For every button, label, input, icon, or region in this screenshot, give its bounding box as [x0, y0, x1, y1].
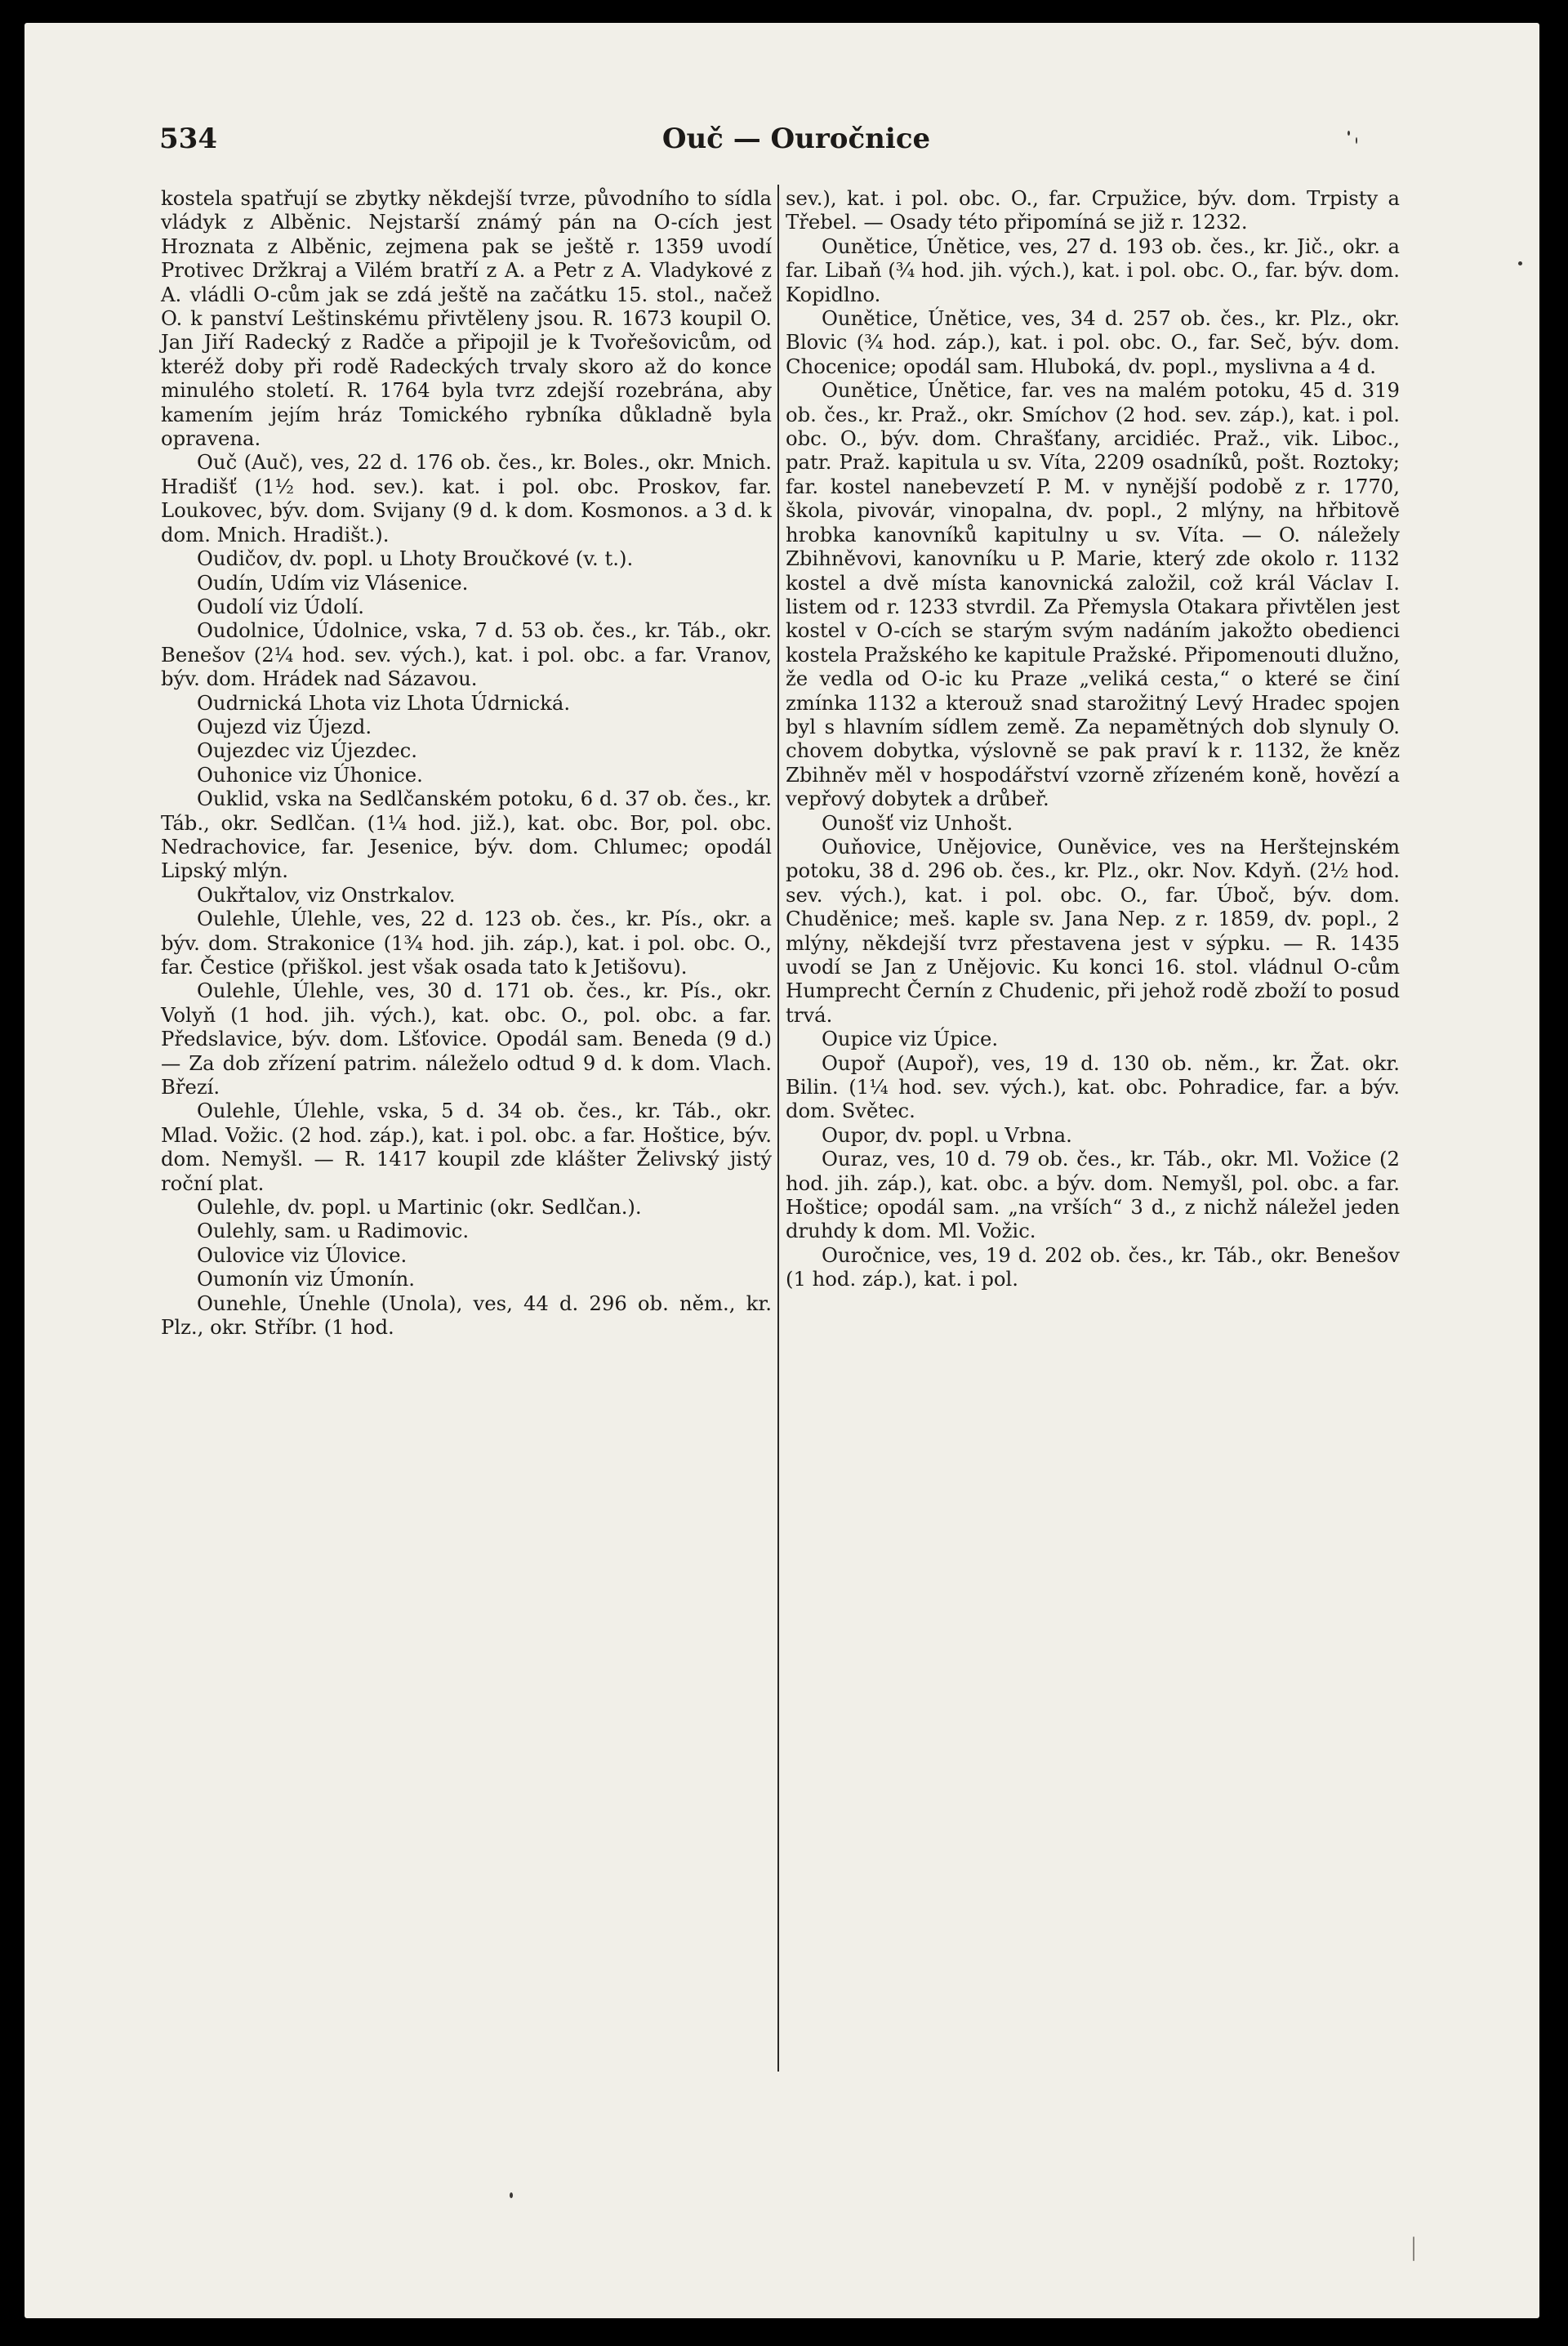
- entry-paragraph: Oulovice viz Úlovice.: [197, 1242, 408, 1267]
- entry-paragraph: Oudín, Udím viz Vlásenice.: [197, 570, 469, 595]
- entry-paragraph: Ounětice, Únětice, far. ves na malém potoku, 45 d. 319 ob. čes., kr. Praž., okr. Smíchov (2 hod. sev. záp.), kat. i pol. obc. O., býv. dom. Chrašťany, arcidiéc. Praž., vik. Liboc., patr. Praž. kapitula u sv. Víta, 2209 osadníků, pošt. Roztoky; far. kostel nanebevzetí P. M. v nynější podobě z r. 1770, škola, pivovár, vinopalna, dv. popl., 2 mlýny, na hřbitově hrobka kanovníků kapitulny u sv. Víta. — O. náležely Zbihněvovi, kanovníku u P. Marie, který zde okolo r. 1132 kostel a dvě místa kanovnická založil, což král Václav I. listem od r. 1233 stvrdil. Za Přemysla Otakara přivtělen jest kostel v O-cích se starým svým nadáním jakožto obedienci kostela Pražského ke kapitule Pražské. Připomenouti dlužno, že vedla od O-ic ku Praze „veliká cesta,“ o které se činí zmínka 1132 a kterouž snad starožitný Levý Hradec spojen byl s hlavním sídlem země. Za nepamětných dob slynuly O. chovem dobytka, výslovně se pak praví k r. 1132, že kněz Zbihněv měl v hospodářství vzorně zřízeném koně, hovězí a vepřový dobytek a drůbeř.: [786, 378, 1400, 811]
- entry-paragraph: Oujezdec viz Újezdec.: [197, 738, 418, 763]
- entry-paragraph: Ouhonice viz Úhonice.: [197, 762, 423, 787]
- left-column: [161, 186, 772, 1340]
- entry-paragraph: Ouč (Auč), ves, 22 d. 176 ob. čes., kr. Boles., okr. Mnich. Hradišť (1½ hod. sev.). kat. i pol. obc. Proskov, far. Loukovec, býv. dom. Svijany (9 d. k dom. Kosmonos. a 3 d. k dom. Mnich. Hradišt.).: [161, 450, 772, 546]
- entry-paragraph: Oupice viz Úpice.: [822, 1027, 999, 1051]
- page-header: [159, 123, 1433, 163]
- entry-paragraph: sev.), kat. i pol. obc. O., far. Crpužice, býv. dom. Trpisty a Třebel. — Osady této připomíná se již r. 1232.: [786, 186, 1400, 234]
- right-column: [786, 186, 1400, 1291]
- print-speck: [1413, 2237, 1414, 2261]
- entry-paragraph: Ouročnice, ves, 19 d. 202 ob. čes., kr. Táb., okr. Benešov (1 hod. záp.), kat. i pol.: [786, 1242, 1400, 1291]
- entry-paragraph: Oulehly, sam. u Radimovic.: [197, 1219, 470, 1243]
- entry-paragraph: Oudičov, dv. popl. u Lhoty Broučkové (v. t.).: [197, 546, 634, 571]
- entry-paragraph: Oulehle, Úlehle, vska, 5 d. 34 ob. čes., kr. Táb., okr. Mlad. Vožic. (2 hod. záp.), kat. i pol. obc. a far. Hoštice, býv. dom. Nemyšl. — R. 1417 koupil zde klášter Želivský jistý roční plat.: [161, 1099, 772, 1195]
- entry-paragraph: Ounětice, Únětice, ves, 34 d. 257 ob. čes., kr. Plz., okr. Blovic (¾ hod. záp.), kat. i pol. obc. O., far. Seč, býv. dom. Chocenice; opodál sam. Hluboká, dv. popl., myslivna a 4 d.: [786, 306, 1400, 378]
- entry-paragraph: Oumonín viz Úmonín.: [197, 1267, 415, 1291]
- column-rule: [777, 185, 779, 2072]
- entry-paragraph: Oulehle, dv. popl. u Martinic (okr. Sedlčan.).: [197, 1195, 642, 1220]
- entry-paragraph: Oulehle, Úlehle, ves, 22 d. 123 ob. čes., kr. Pís., okr. a býv. dom. Strakonice (1¾ hod. jih. záp.), kat. i pol. obc. O., far. Čestice (přiškol. jest však osada tato k Jetišovu).: [161, 907, 772, 979]
- entry-paragraph: Ounětice, Únětice, ves, 27 d. 193 ob. čes., kr. Jič., okr. a far. Libaň (¾ hod. jih. vých.), kat. i pol. obc. O., far. býv. dom. Kopidlno.: [786, 234, 1400, 306]
- entry-paragraph: Oudolnice, Údolnice, vska, 7 d. 53 ob. čes., kr. Táb., okr. Benešov (2¼ hod. sev. vých.), kat. i pol. obc. a far. Vranov, býv. dom. Hrádek nad Sázavou.: [161, 618, 772, 691]
- entry-paragraph: Oupoř (Aupoř), ves, 19 d. 130 ob. něm., kr. Žat. okr. Bilin. (1¼ hod. sev. vých.), kat. obc. Pohradice, far. a býv. dom. Světec.: [786, 1050, 1400, 1123]
- entry-paragraph: kostela spatřují se zbytky někdejší tvrze, původního to sídla vládyk z Alběnic. Nejstarší známý pán na O-cích jest Hroznata z Alběnic, zejmena pak se ještě r. 1359 uvodí Protivec Držkraj a Vilém bratří z A. a Petr z A. Vladykové z A. vládli O-cům jak se zdá ještě na začátku 15. stol., načež O. k panství Leštinskému přivtěleny jsou. R. 1673 koupil O. Jan Jiří Radecký z Radče a připojil je k Tvořešovicům, od kteréž doby při rodě Radeckých trvaly skoro až do konce minulého století. R. 1764 byla tvrz zdejší rozebrána, aby kamením jejím hráz Tomického rybníka důkladně byla opravena.: [161, 186, 772, 451]
- entry-paragraph: Ouraz, ves, 10 d. 79 ob. čes., kr. Táb., okr. Ml. Vožice (2 hod. jih. záp.), kat. obc. a býv. dom. Nemyšl, pol. obc. a far. Hoštice; opodál sam. „na vrších“ 3 d., z nichž náležel jeden druhdy k dom. Ml. Vožic.: [786, 1147, 1400, 1243]
- entry-paragraph: Oujezd viz Újezd.: [197, 714, 372, 738]
- entry-paragraph: Oukřtalov, viz Onstrkalov.: [197, 882, 456, 907]
- entry-paragraph: Oupor, dv. popl. u Vrbna.: [822, 1122, 1072, 1147]
- print-speck: [1518, 261, 1522, 265]
- entry-paragraph: Ounošť viz Unhošt.: [822, 810, 1013, 835]
- running-head: Ouč — Ouročnice: [662, 123, 931, 155]
- entry-paragraph: Ounehle, Únehle (Unola), ves, 44 d. 296 ob. něm., kr. Plz., okr. Stříbr. (1 hod.: [161, 1291, 772, 1340]
- entry-paragraph: Oudolí viz Údolí.: [197, 594, 364, 618]
- page-number: 534: [159, 123, 217, 155]
- entry-paragraph: Oudrnická Lhota viz Lhota Údrnická.: [197, 690, 571, 715]
- entry-paragraph: Ouňovice, Unějovice, Ouněvice, ves na Herštejnském potoku, 38 d. 296 ob. čes., kr. Plz., okr. Nov. Kdyň. (2½ hod. sev. vých.), kat. i pol. obc. O., far. Úboč, býv. dom. Chuděnice; meš. kaple sv. Jana Nep. z r. 1859, dv. popl., 2 mlýny, někdejší tvrz přestavena jest v sýpku. — R. 1435 uvodí se Jan z Unějovic. Ku konci 16. stol. vládnul O-cům Humprecht Černín z Chudenic, při jehož rodě zboží to posud trvá.: [786, 834, 1400, 1027]
- entry-paragraph: Oulehle, Úlehle, ves, 30 d. 171 ob. čes., kr. Pís., okr. Volyň (1 hod. jih. vých.), kat. obc. O., pol. obc. a far. Předslavice, býv. dom. Lšťovice. Opodál sam. Beneda (9 d.) — Za dob zřízení patrim. náleželo odtud 9 d. k dom. Vlach. Březí.: [161, 979, 772, 1099]
- entry-paragraph: Ouklid, vska na Sedlčanském potoku, 6 d. 37 ob. čes., kr. Táb., okr. Sedlčan. (1¼ hod. již.), kat. obc. Bor, pol. obc. Nedrachovice, far. Jesenice, býv. dom. Chlumec; opodál Lipský mlýn.: [161, 787, 772, 883]
- print-speck: [510, 2192, 513, 2198]
